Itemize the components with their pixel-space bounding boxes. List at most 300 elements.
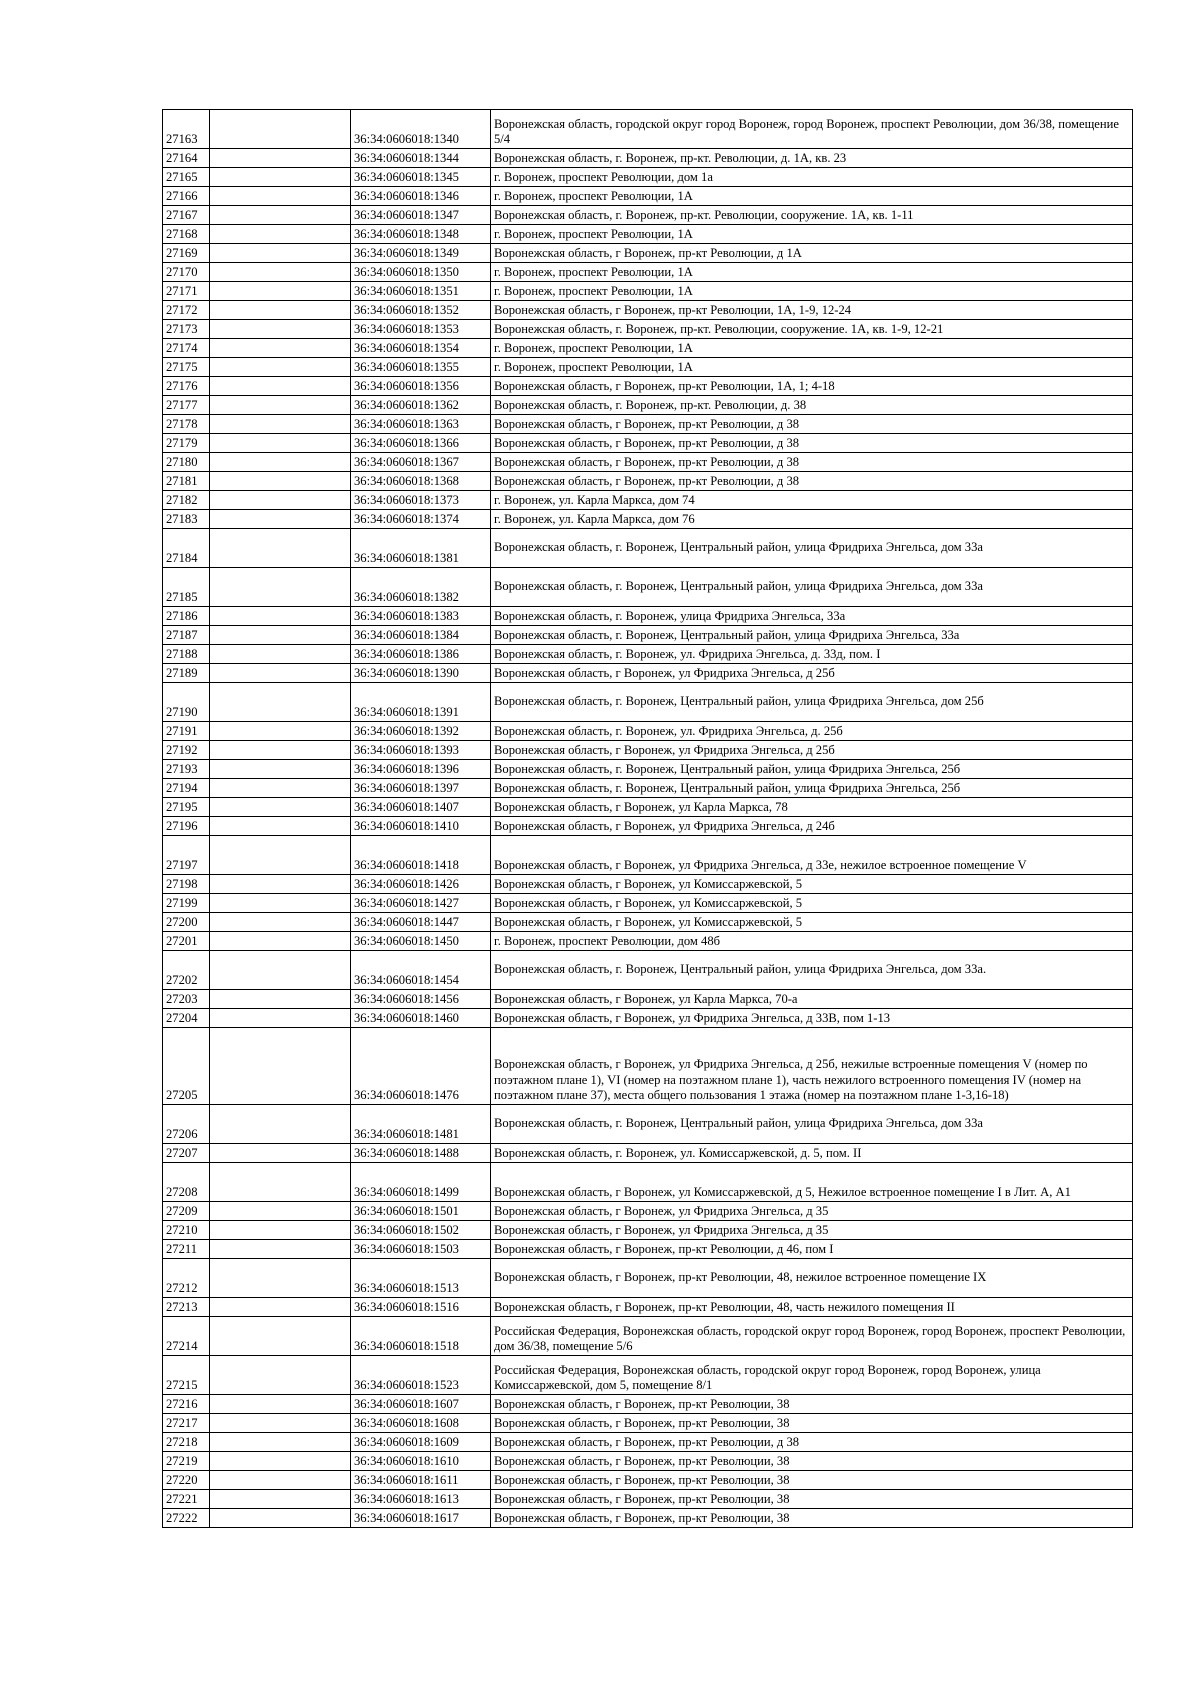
table-row xyxy=(163,932,1133,951)
code-cell xyxy=(210,1471,351,1490)
address-cell: Воронежская область, г. Воронеж, Центральный район, улица Фридриха Энгельса, 25б xyxy=(491,779,1133,798)
address-cell: Воронежская область, г Воронеж, ул Фридриха Энгельса, д 24б xyxy=(491,817,1133,836)
address-cell: Воронежская область, г Воронеж, пр-кт Революции, д 38 xyxy=(491,415,1133,434)
table-row xyxy=(163,1317,1133,1356)
code-cell xyxy=(210,358,351,377)
code-cell xyxy=(210,1433,351,1452)
address-cell: Воронежская область, г. Воронеж, пр-кт. Революции, д. 1А, кв. 23 xyxy=(491,149,1133,168)
address-cell: Воронежская область, г. Воронеж, Центральный район, улица Фридриха Энгельса, дом 33а xyxy=(491,1105,1133,1144)
cadastral-number-cell: 36:34:0606018:1340 xyxy=(351,110,491,149)
table-row xyxy=(163,1356,1133,1395)
cadastral-number-cell: 36:34:0606018:1476 xyxy=(351,1028,491,1105)
code-cell xyxy=(210,1356,351,1395)
code-cell xyxy=(210,1221,351,1240)
address-cell: Воронежская область, г Воронеж, пр-кт Революции, 38 xyxy=(491,1471,1133,1490)
code-cell xyxy=(210,1105,351,1144)
code-cell xyxy=(210,626,351,645)
row-number-cell: 27165 xyxy=(163,168,210,187)
row-number-cell: 27191 xyxy=(163,722,210,741)
address-cell: Российская Федерация, Воронежская область, городской округ город Воронеж, город Воронеж, проспект Революции, дом 36/38, помещение 5/6 xyxy=(491,1317,1133,1356)
cadastral-number-cell: 36:34:0606018:1348 xyxy=(351,225,491,244)
code-cell xyxy=(210,568,351,607)
code-cell xyxy=(210,875,351,894)
address-cell: Воронежская область, г Воронеж, пр-кт Революции, 38 xyxy=(491,1414,1133,1433)
table-row xyxy=(163,817,1133,836)
row-number-cell: 27219 xyxy=(163,1452,210,1471)
row-number-cell: 27185 xyxy=(163,568,210,607)
row-number-cell: 27168 xyxy=(163,225,210,244)
row-number-cell: 27179 xyxy=(163,434,210,453)
table-row xyxy=(163,339,1133,358)
row-number-cell: 27220 xyxy=(163,1471,210,1490)
cadastral-number-cell: 36:34:0606018:1367 xyxy=(351,453,491,472)
row-number-cell: 27184 xyxy=(163,529,210,568)
row-number-cell: 27173 xyxy=(163,320,210,339)
table-row xyxy=(163,1009,1133,1028)
row-number-cell: 27174 xyxy=(163,339,210,358)
address-cell: г. Воронеж, проспект Революции, 1А xyxy=(491,282,1133,301)
table-row xyxy=(163,607,1133,626)
row-number-cell: 27199 xyxy=(163,894,210,913)
cadastral-number-cell: 36:34:0606018:1608 xyxy=(351,1414,491,1433)
code-cell xyxy=(210,1452,351,1471)
address-cell: Воронежская область, г Воронеж, ул Фридриха Энгельса, д 35 xyxy=(491,1221,1133,1240)
address-cell: Воронежская область, г Воронеж, ул Комиссаржевской, д 5, Нежилое встроенное помещение I в Лит. А, А1 xyxy=(491,1163,1133,1202)
cadastral-number-cell: 36:34:0606018:1488 xyxy=(351,1144,491,1163)
row-number-cell: 27205 xyxy=(163,1028,210,1105)
table-row xyxy=(163,1221,1133,1240)
cadastral-number-cell: 36:34:0606018:1609 xyxy=(351,1433,491,1452)
row-number-cell: 27172 xyxy=(163,301,210,320)
table-row xyxy=(163,110,1133,149)
row-number-cell: 27218 xyxy=(163,1433,210,1452)
table-row xyxy=(163,149,1133,168)
code-cell xyxy=(210,990,351,1009)
table-row xyxy=(163,645,1133,664)
table-row xyxy=(163,244,1133,263)
address-cell: Воронежская область, г Воронеж, ул Фридриха Энгельса, д 35 xyxy=(491,1202,1133,1221)
cadastral-number-cell: 36:34:0606018:1499 xyxy=(351,1163,491,1202)
code-cell xyxy=(210,301,351,320)
address-cell: Воронежская область, г Воронеж, ул Фридриха Энгельса, д 33В, пом 1-13 xyxy=(491,1009,1133,1028)
table-row xyxy=(163,396,1133,415)
row-number-cell: 27176 xyxy=(163,377,210,396)
cadastral-number-cell: 36:34:0606018:1617 xyxy=(351,1509,491,1528)
row-number-cell: 27204 xyxy=(163,1009,210,1028)
table-row xyxy=(163,282,1133,301)
cadastral-number-cell: 36:34:0606018:1503 xyxy=(351,1240,491,1259)
address-cell: г. Воронеж, проспект Революции, дом 1а xyxy=(491,168,1133,187)
table-row xyxy=(163,779,1133,798)
code-cell xyxy=(210,741,351,760)
address-cell: Воронежская область, г. Воронеж, ул. Комиссаржевской, д. 5, пом. II xyxy=(491,1144,1133,1163)
row-number-cell: 27167 xyxy=(163,206,210,225)
row-number-cell: 27171 xyxy=(163,282,210,301)
table-row xyxy=(163,722,1133,741)
address-cell: Воронежская область, г Воронеж, ул Фридриха Энгельса, д 25б xyxy=(491,664,1133,683)
cadastral-number-cell: 36:34:0606018:1356 xyxy=(351,377,491,396)
row-number-cell: 27166 xyxy=(163,187,210,206)
code-cell xyxy=(210,415,351,434)
row-number-cell: 27201 xyxy=(163,932,210,951)
table-row xyxy=(163,1240,1133,1259)
address-cell: Воронежская область, г Воронеж, ул Фридриха Энгельса, д 33е, нежилое встроенное помещение V xyxy=(491,836,1133,875)
cadastral-number-cell: 36:34:0606018:1386 xyxy=(351,645,491,664)
code-cell xyxy=(210,1009,351,1028)
code-cell xyxy=(210,817,351,836)
cadastral-number-cell: 36:34:0606018:1347 xyxy=(351,206,491,225)
address-cell: Воронежская область, г Воронеж, пр-кт Революции, 1А, 1; 4-18 xyxy=(491,377,1133,396)
cadastral-number-cell: 36:34:0606018:1362 xyxy=(351,396,491,415)
address-cell: Воронежская область, г. Воронеж, улица Фридриха Энгельса, 33а xyxy=(491,607,1133,626)
cadastral-number-cell: 36:34:0606018:1354 xyxy=(351,339,491,358)
code-cell xyxy=(210,1028,351,1105)
row-number-cell: 27207 xyxy=(163,1144,210,1163)
address-cell: Воронежская область, г Воронеж, ул Фридриха Энгельса, д 25б xyxy=(491,741,1133,760)
code-cell xyxy=(210,206,351,225)
table-row xyxy=(163,510,1133,529)
code-cell xyxy=(210,607,351,626)
address-cell: Воронежская область, г. Воронеж, Центральный район, улица Фридриха Энгельса, дом 25б xyxy=(491,683,1133,722)
cadastral-number-cell: 36:34:0606018:1523 xyxy=(351,1356,491,1395)
code-cell xyxy=(210,798,351,817)
code-cell xyxy=(210,263,351,282)
code-cell xyxy=(210,1144,351,1163)
address-cell: Воронежская область, г Воронеж, пр-кт Революции, 48, часть нежилого помещения II xyxy=(491,1298,1133,1317)
code-cell xyxy=(210,244,351,263)
code-cell xyxy=(210,664,351,683)
code-cell xyxy=(210,434,351,453)
cadastral-number-cell: 36:34:0606018:1373 xyxy=(351,491,491,510)
code-cell xyxy=(210,1240,351,1259)
code-cell xyxy=(210,913,351,932)
row-number-cell: 27189 xyxy=(163,664,210,683)
address-cell: Воронежская область, г Воронеж, ул Карла Маркса, 78 xyxy=(491,798,1133,817)
cadastral-number-cell: 36:34:0606018:1383 xyxy=(351,607,491,626)
table-row xyxy=(163,1028,1133,1105)
row-number-cell: 27217 xyxy=(163,1414,210,1433)
table-row xyxy=(163,187,1133,206)
row-number-cell: 27195 xyxy=(163,798,210,817)
cadastral-number-cell: 36:34:0606018:1518 xyxy=(351,1317,491,1356)
address-cell: г. Воронеж, ул. Карла Маркса, дом 74 xyxy=(491,491,1133,510)
address-cell: Воронежская область, г Воронеж, ул Комиссаржевской, 5 xyxy=(491,894,1133,913)
code-cell xyxy=(210,1259,351,1298)
code-cell xyxy=(210,529,351,568)
table-row xyxy=(163,913,1133,932)
row-number-cell: 27190 xyxy=(163,683,210,722)
table-row xyxy=(163,1105,1133,1144)
cadastral-number-cell: 36:34:0606018:1355 xyxy=(351,358,491,377)
cadastral-number-cell: 36:34:0606018:1349 xyxy=(351,244,491,263)
code-cell xyxy=(210,779,351,798)
table-row xyxy=(163,1452,1133,1471)
table-row xyxy=(163,225,1133,244)
table-row xyxy=(163,491,1133,510)
code-cell xyxy=(210,453,351,472)
code-cell xyxy=(210,1509,351,1528)
row-number-cell: 27182 xyxy=(163,491,210,510)
table-row xyxy=(163,741,1133,760)
cadastral-number-cell: 36:34:0606018:1611 xyxy=(351,1471,491,1490)
row-number-cell: 27178 xyxy=(163,415,210,434)
cadastral-number-cell: 36:34:0606018:1613 xyxy=(351,1490,491,1509)
table-row xyxy=(163,836,1133,875)
row-number-cell: 27198 xyxy=(163,875,210,894)
table-row xyxy=(163,434,1133,453)
table-row xyxy=(163,168,1133,187)
row-number-cell: 27180 xyxy=(163,453,210,472)
address-cell: г. Воронеж, ул. Карла Маркса, дом 76 xyxy=(491,510,1133,529)
address-cell: Воронежская область, г. Воронеж, Центральный район, улица Фридриха Энгельса, дом 33а xyxy=(491,529,1133,568)
table-row xyxy=(163,626,1133,645)
row-number-cell: 27192 xyxy=(163,741,210,760)
code-cell xyxy=(210,396,351,415)
cadastral-number-cell: 36:34:0606018:1396 xyxy=(351,760,491,779)
cadastral-number-cell: 36:34:0606018:1513 xyxy=(351,1259,491,1298)
address-cell: Воронежская область, г Воронеж, пр-кт Революции, 1А, 1-9, 12-24 xyxy=(491,301,1133,320)
cadastral-number-cell: 36:34:0606018:1392 xyxy=(351,722,491,741)
code-cell xyxy=(210,510,351,529)
code-cell xyxy=(210,722,351,741)
address-cell: Воронежская область, г Воронеж, пр-кт Революции, д 38 xyxy=(491,434,1133,453)
table-body xyxy=(163,110,1133,1528)
address-cell: Воронежская область, г. Воронеж, пр-кт. Революции, сооружение. 1А, кв. 1-11 xyxy=(491,206,1133,225)
cadastral-number-cell: 36:34:0606018:1350 xyxy=(351,263,491,282)
cadastral-number-cell: 36:34:0606018:1345 xyxy=(351,168,491,187)
row-number-cell: 27216 xyxy=(163,1395,210,1414)
address-cell: Воронежская область, г. Воронеж, пр-кт. Революции, сооружение. 1А, кв. 1-9, 12-21 xyxy=(491,320,1133,339)
cadastral-number-cell: 36:34:0606018:1344 xyxy=(351,149,491,168)
address-cell: Воронежская область, г Воронеж, пр-кт Революции, д 38 xyxy=(491,472,1133,491)
code-cell xyxy=(210,1490,351,1509)
cadastral-number-cell: 36:34:0606018:1391 xyxy=(351,683,491,722)
code-cell xyxy=(210,472,351,491)
address-cell: Российская Федерация, Воронежская область, городской округ город Воронеж, город Воронеж, улица Комиссаржевской, дом 5, помещение 8/1 xyxy=(491,1356,1133,1395)
cadastral-number-cell: 36:34:0606018:1393 xyxy=(351,741,491,760)
row-number-cell: 27164 xyxy=(163,149,210,168)
cadastral-number-cell: 36:34:0606018:1516 xyxy=(351,1298,491,1317)
row-number-cell: 27222 xyxy=(163,1509,210,1528)
cadastral-number-cell: 36:34:0606018:1427 xyxy=(351,894,491,913)
address-cell: г. Воронеж, проспект Революции, 1А xyxy=(491,225,1133,244)
row-number-cell: 27188 xyxy=(163,645,210,664)
table-row xyxy=(163,1259,1133,1298)
table-row xyxy=(163,377,1133,396)
row-number-cell: 27186 xyxy=(163,607,210,626)
code-cell xyxy=(210,168,351,187)
code-cell xyxy=(210,110,351,149)
code-cell xyxy=(210,491,351,510)
cadastral-number-cell: 36:34:0606018:1368 xyxy=(351,472,491,491)
address-cell: Воронежская область, г. Воронеж, Центральный район, улица Фридриха Энгельса, дом 33а xyxy=(491,568,1133,607)
address-cell: Воронежская область, г Воронеж, ул Комиссаржевской, 5 xyxy=(491,875,1133,894)
table-row xyxy=(163,1202,1133,1221)
cadastral-number-cell: 36:34:0606018:1397 xyxy=(351,779,491,798)
cadastral-number-cell: 36:34:0606018:1501 xyxy=(351,1202,491,1221)
table-row xyxy=(163,1395,1133,1414)
table-row xyxy=(163,453,1133,472)
code-cell xyxy=(210,932,351,951)
code-cell xyxy=(210,894,351,913)
cadastral-number-cell: 36:34:0606018:1450 xyxy=(351,932,491,951)
address-cell: Воронежская область, г Воронеж, пр-кт Революции, 38 xyxy=(491,1509,1133,1528)
row-number-cell: 27214 xyxy=(163,1317,210,1356)
table-row xyxy=(163,1163,1133,1202)
row-number-cell: 27194 xyxy=(163,779,210,798)
cadastral-number-cell: 36:34:0606018:1426 xyxy=(351,875,491,894)
row-number-cell: 27183 xyxy=(163,510,210,529)
row-number-cell: 27196 xyxy=(163,817,210,836)
row-number-cell: 27206 xyxy=(163,1105,210,1144)
cadastral-number-cell: 36:34:0606018:1418 xyxy=(351,836,491,875)
address-cell: Воронежская область, г. Воронеж, Центральный район, улица Фридриха Энгельса, 25б xyxy=(491,760,1133,779)
cadastral-number-cell: 36:34:0606018:1610 xyxy=(351,1452,491,1471)
address-cell: Воронежская область, г. Воронеж, Центральный район, улица Фридриха Энгельса, 33а xyxy=(491,626,1133,645)
table-row xyxy=(163,683,1133,722)
table-row xyxy=(163,320,1133,339)
table-row xyxy=(163,472,1133,491)
address-cell: Воронежская область, г Воронеж, пр-кт Революции, 38 xyxy=(491,1395,1133,1414)
row-number-cell: 27177 xyxy=(163,396,210,415)
code-cell xyxy=(210,1298,351,1317)
cadastral-number-cell: 36:34:0606018:1502 xyxy=(351,1221,491,1240)
table-row xyxy=(163,894,1133,913)
row-number-cell: 27197 xyxy=(163,836,210,875)
address-cell: г. Воронеж, проспект Революции, 1А xyxy=(491,187,1133,206)
cadastral-number-cell: 36:34:0606018:1381 xyxy=(351,529,491,568)
table-row xyxy=(163,875,1133,894)
row-number-cell: 27210 xyxy=(163,1221,210,1240)
address-cell: Воронежская область, г Воронеж, пр-кт Революции, 38 xyxy=(491,1490,1133,1509)
code-cell xyxy=(210,683,351,722)
cadastral-number-cell: 36:34:0606018:1363 xyxy=(351,415,491,434)
table-row xyxy=(163,1298,1133,1317)
row-number-cell: 27203 xyxy=(163,990,210,1009)
row-number-cell: 27169 xyxy=(163,244,210,263)
row-number-cell: 27215 xyxy=(163,1356,210,1395)
table-row xyxy=(163,568,1133,607)
cadastral-number-cell: 36:34:0606018:1454 xyxy=(351,951,491,990)
address-cell: г. Воронеж, проспект Революции, дом 48б xyxy=(491,932,1133,951)
code-cell xyxy=(210,149,351,168)
cadastral-number-cell: 36:34:0606018:1456 xyxy=(351,990,491,1009)
table-row xyxy=(163,1414,1133,1433)
code-cell xyxy=(210,645,351,664)
cadastral-number-cell: 36:34:0606018:1384 xyxy=(351,626,491,645)
code-cell xyxy=(210,282,351,301)
address-cell: Воронежская область, г. Воронеж, ул. Фридриха Энгельса, д. 25б xyxy=(491,722,1133,741)
table-row xyxy=(163,1509,1133,1528)
address-cell: г. Воронеж, проспект Революции, 1А xyxy=(491,358,1133,377)
code-cell xyxy=(210,760,351,779)
code-cell xyxy=(210,225,351,244)
table-row xyxy=(163,358,1133,377)
row-number-cell: 27209 xyxy=(163,1202,210,1221)
code-cell xyxy=(210,339,351,358)
row-number-cell: 27200 xyxy=(163,913,210,932)
cadastral-number-cell: 36:34:0606018:1366 xyxy=(351,434,491,453)
row-number-cell: 27170 xyxy=(163,263,210,282)
address-cell: г. Воронеж, проспект Революции, 1А xyxy=(491,339,1133,358)
cadastral-number-cell: 36:34:0606018:1346 xyxy=(351,187,491,206)
cadastral-number-cell: 36:34:0606018:1382 xyxy=(351,568,491,607)
cadastral-number-cell: 36:34:0606018:1351 xyxy=(351,282,491,301)
cadastral-number-cell: 36:34:0606018:1607 xyxy=(351,1395,491,1414)
row-number-cell: 27187 xyxy=(163,626,210,645)
table-row xyxy=(163,301,1133,320)
address-cell: Воронежская область, г Воронеж, пр-кт Революции, д 1А xyxy=(491,244,1133,263)
cadastral-number-cell: 36:34:0606018:1390 xyxy=(351,664,491,683)
code-cell xyxy=(210,320,351,339)
address-cell: Воронежская область, г. Воронеж, ул. Фридриха Энгельса, д. 33д, пом. I xyxy=(491,645,1133,664)
row-number-cell: 27211 xyxy=(163,1240,210,1259)
cadastral-number-cell: 36:34:0606018:1410 xyxy=(351,817,491,836)
address-cell: Воронежская область, г. Воронеж, Центральный район, улица Фридриха Энгельса, дом 33а. xyxy=(491,951,1133,990)
address-cell: Воронежская область, городской округ город Воронеж, город Воронеж, проспект Революции, дом 36/38, помещение 5/4 xyxy=(491,110,1133,149)
address-cell: Воронежская область, г Воронеж, ул Фридриха Энгельса, д 25б, нежилые встроенные помещения V (номер по поэтажном плане 1), VI (номер на поэтажном плане 1), часть нежилого встроенного помещения IV (номер на поэтажном плане 37), места общего пользования 1 этажа (номер на поэтажном плане 1-3,16-18) xyxy=(491,1028,1133,1105)
cadastral-number-cell: 36:34:0606018:1460 xyxy=(351,1009,491,1028)
code-cell xyxy=(210,1414,351,1433)
code-cell xyxy=(210,1202,351,1221)
address-cell: Воронежская область, г Воронеж, ул Карла Маркса, 70-а xyxy=(491,990,1133,1009)
code-cell xyxy=(210,187,351,206)
address-cell: г. Воронеж, проспект Революции, 1А xyxy=(491,263,1133,282)
cadastral-number-cell: 36:34:0606018:1481 xyxy=(351,1105,491,1144)
code-cell xyxy=(210,1163,351,1202)
property-table xyxy=(162,109,1133,1528)
address-cell: Воронежская область, г Воронеж, пр-кт Революции, 48, нежилое встроенное помещение IX xyxy=(491,1259,1133,1298)
address-cell: Воронежская область, г Воронеж, пр-кт Революции, д 46, пом I xyxy=(491,1240,1133,1259)
table-row xyxy=(163,951,1133,990)
cadastral-number-cell: 36:34:0606018:1374 xyxy=(351,510,491,529)
table-row xyxy=(163,263,1133,282)
address-cell: Воронежская область, г Воронеж, пр-кт Революции, д 38 xyxy=(491,1433,1133,1452)
cadastral-number-cell: 36:34:0606018:1353 xyxy=(351,320,491,339)
table-row xyxy=(163,1433,1133,1452)
row-number-cell: 27208 xyxy=(163,1163,210,1202)
table-row xyxy=(163,415,1133,434)
table-row xyxy=(163,798,1133,817)
address-cell: Воронежская область, г Воронеж, пр-кт Революции, д 38 xyxy=(491,453,1133,472)
table-row xyxy=(163,760,1133,779)
table-row xyxy=(163,1471,1133,1490)
table-row xyxy=(163,529,1133,568)
address-cell: Воронежская область, г Воронеж, пр-кт Революции, 38 xyxy=(491,1452,1133,1471)
table-row xyxy=(163,664,1133,683)
row-number-cell: 27213 xyxy=(163,1298,210,1317)
row-number-cell: 27202 xyxy=(163,951,210,990)
row-number-cell: 27212 xyxy=(163,1259,210,1298)
code-cell xyxy=(210,1317,351,1356)
table-row xyxy=(163,990,1133,1009)
table-row xyxy=(163,1144,1133,1163)
table-row xyxy=(163,1490,1133,1509)
code-cell xyxy=(210,377,351,396)
table-row xyxy=(163,206,1133,225)
code-cell xyxy=(210,951,351,990)
cadastral-number-cell: 36:34:0606018:1407 xyxy=(351,798,491,817)
row-number-cell: 27163 xyxy=(163,110,210,149)
row-number-cell: 27181 xyxy=(163,472,210,491)
cadastral-number-cell: 36:34:0606018:1447 xyxy=(351,913,491,932)
code-cell xyxy=(210,836,351,875)
address-cell: Воронежская область, г. Воронеж, пр-кт. Революции, д. 38 xyxy=(491,396,1133,415)
cadastral-number-cell: 36:34:0606018:1352 xyxy=(351,301,491,320)
row-number-cell: 27175 xyxy=(163,358,210,377)
address-cell: Воронежская область, г Воронеж, ул Комиссаржевской, 5 xyxy=(491,913,1133,932)
row-number-cell: 27193 xyxy=(163,760,210,779)
